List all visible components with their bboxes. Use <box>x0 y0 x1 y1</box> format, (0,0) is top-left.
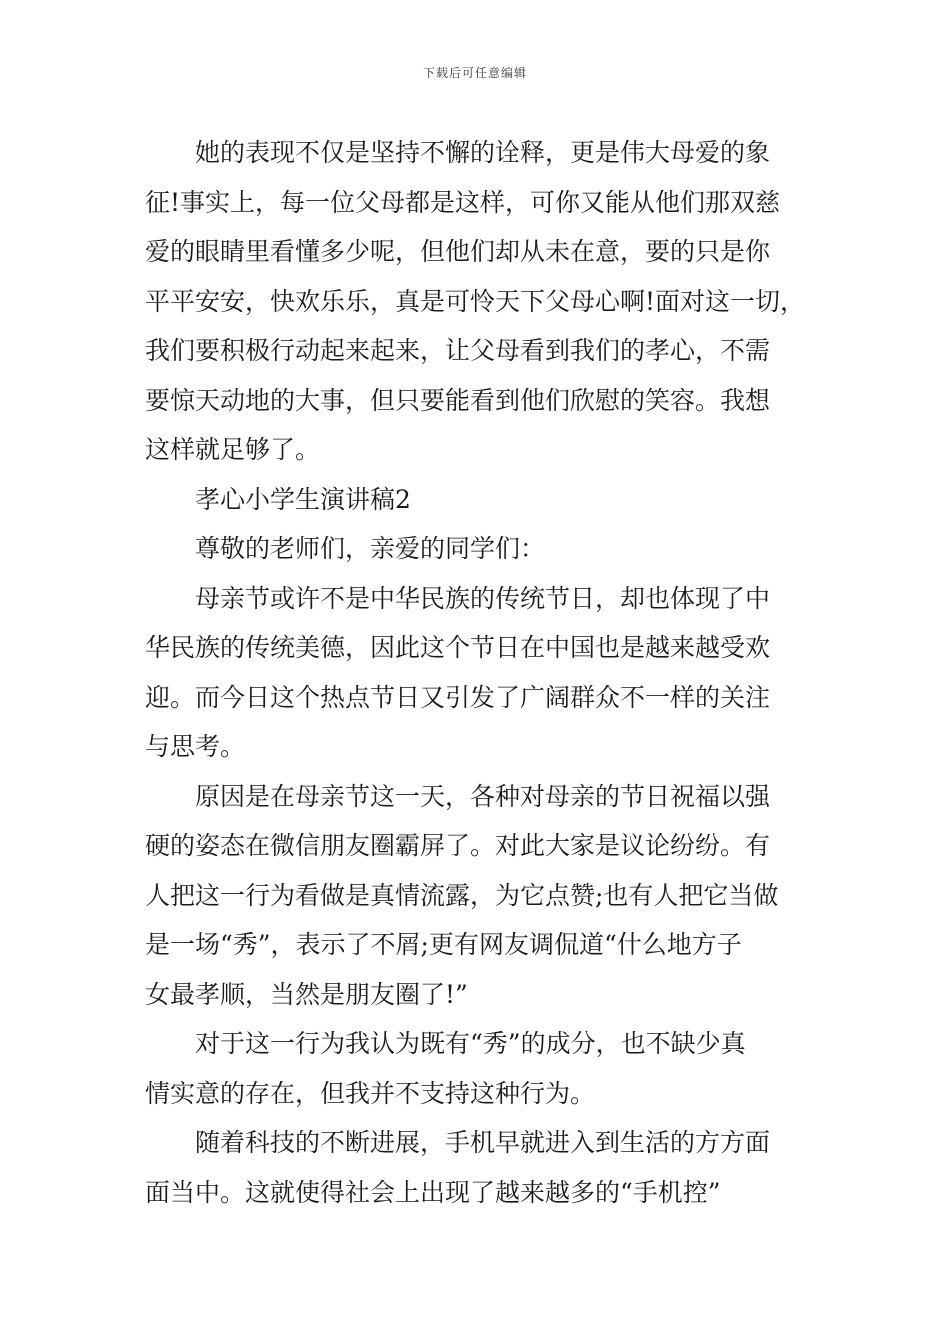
paragraph <box>145 772 810 1020</box>
text-line: 人把这一行为看做是真情流露，为它点赞;也有人把它当做 <box>145 880 779 910</box>
text-line: 原因是在母亲节这一天，各种对母亲的节日祝福以强 <box>195 781 771 811</box>
text-line: 是一场“秀”，表示了不屑;更有网友调侃道“什么地方子 <box>145 930 742 959</box>
paragraph <box>145 1019 810 1118</box>
text-line: 随着科技的不断进展，手机早就进入到生活的方方面 <box>195 1128 771 1157</box>
text-line: 征!事实上，每一位父母都是这样，可你又能从他们那双慈 <box>145 187 781 217</box>
paragraph <box>145 1118 810 1217</box>
text-line: 女最孝顺，当然是朋友圈了!” <box>145 979 468 1009</box>
text-line: 孝心小学生演讲稿2 <box>195 484 411 514</box>
text-line: 迎。而今日这个热点节日又引发了广阔群众不一样的关注 <box>145 682 771 712</box>
paragraph <box>145 128 810 475</box>
text-line: 爱的眼睛里看懂多少呢，但他们却从未在意，要的只是你 <box>145 237 771 266</box>
salutation <box>145 524 810 574</box>
text-line: 面当中。这就使得社会上出现了越来越多的“手机控” <box>145 1177 721 1207</box>
text-line: 与思考。 <box>145 732 246 761</box>
text-line: 对于这一行为我认为既有“秀”的成分，也不缺少真 <box>195 1029 746 1058</box>
section-heading <box>145 475 810 525</box>
text-line: 情实意的存在，但我并不支持这种行为。 <box>145 1078 596 1108</box>
text-line: 我们要积极行动起来起来，让父母看到我们的孝心，不需 <box>145 336 771 365</box>
text-line: 母亲节或许不是中华民族的传统节日，却也体现了中 <box>195 583 771 613</box>
text-line: 硬的姿态在微信朋友圈霸屏了。对此大家是议论纷纷。有 <box>145 831 771 860</box>
page-header: 下载后可任意编辑 <box>422 66 527 80</box>
text-line: 她的表现不仅是坚持不懈的诠释，更是伟大母爱的象 <box>195 138 771 167</box>
paragraph <box>145 574 810 772</box>
text-line: 平平安安，快欢乐乐，真是可怜天下父母心啊!面对这一切， <box>145 286 806 316</box>
text-line: 这样就足够了。 <box>145 435 321 464</box>
text-line: 尊敬的老师们，亲爱的同学们： <box>195 534 546 563</box>
text-line: 华民族的传统美德，因此这个节日在中国也是越来越受欢 <box>145 633 771 662</box>
text-line: 要惊天动地的大事，但只要能看到他们欣慰的笑容。我想 <box>145 385 771 415</box>
document-body <box>145 128 810 1217</box>
